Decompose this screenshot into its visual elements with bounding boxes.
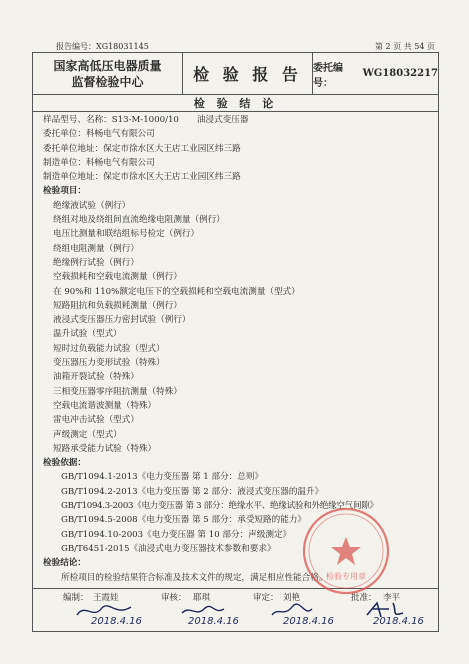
drafter-label: 编制： bbox=[63, 593, 89, 603]
items-list bbox=[43, 199, 433, 456]
basis-item: GB/T1094.1-2013《电力变压器 第 1 部分：总则》 bbox=[61, 472, 264, 483]
reviewer-label: 审核： bbox=[161, 593, 187, 603]
info-extra: 油浸式变压器 bbox=[196, 115, 249, 125]
list-item: 温升试验（型式） bbox=[53, 329, 122, 340]
list-item: 电压比测量和联结组标号检定（例行） bbox=[53, 229, 200, 240]
org-name-line1: 国家高低压电器质量 bbox=[53, 58, 162, 73]
info-label: 委托单位地址： bbox=[43, 143, 104, 154]
inspection-seal-stamp bbox=[300, 505, 392, 597]
list-item: 三相变压器零序阻抗测量（特殊） bbox=[53, 386, 182, 397]
list-item: 油箱开裂试验（特殊） bbox=[53, 372, 139, 383]
list-item: 短路承受能力试验（特殊） bbox=[53, 443, 157, 454]
list-item: 绝缘例行试验（例行） bbox=[53, 257, 139, 268]
conclusion-text: 所检项目的检验结果符合标准及技术文件的规定，满足相应性能合格。 bbox=[61, 572, 328, 583]
checker-name: 刘艳 bbox=[283, 593, 301, 603]
list-item: 短路阻抗和负载损耗测量（例行） bbox=[53, 300, 182, 311]
report-title: 检 验 报 告 bbox=[183, 53, 313, 94]
info-value: S13-M-1000/10 bbox=[111, 115, 179, 125]
drafter-date: 2018.4.16 bbox=[91, 616, 142, 627]
report-number bbox=[56, 41, 149, 52]
reviewer-name: 耶琪 bbox=[193, 593, 211, 603]
list-item: 雷电冲击试验（型式） bbox=[53, 415, 139, 426]
info-value: 科畅电气有限公司 bbox=[85, 129, 155, 140]
drafter-name: 王霞娃 bbox=[93, 593, 119, 603]
title-row bbox=[33, 53, 438, 95]
approver-date: 2018.4.16 bbox=[373, 616, 424, 627]
info-sample bbox=[43, 113, 433, 127]
conclusion-header: 检 验 结 论 bbox=[33, 94, 438, 112]
list-item: 绕组电阻测量（例行） bbox=[53, 243, 139, 254]
approver-name: 李平 bbox=[383, 593, 401, 603]
info-client bbox=[43, 127, 433, 141]
org-name-line2: 监督检验中心 bbox=[71, 74, 144, 89]
conclusion-title: 检验结论： bbox=[43, 558, 86, 569]
list-item: 变压器压力变形试验（特殊） bbox=[53, 358, 165, 369]
checker-label: 审定： bbox=[253, 593, 279, 603]
basis-item: GB/T1094.2-2013《电力变压器 第 2 部分：液浸式变压器的温升》 bbox=[61, 486, 324, 497]
basis-item: GB/T1094.5-2008《电力变压器 第 5 部分：承受短路的能力》 bbox=[61, 515, 307, 526]
info-manufacturer-address bbox=[43, 170, 433, 184]
basis-item: GB/T1094.10-2003《电力变压器 第 10 部分：声级测定》 bbox=[61, 529, 292, 540]
info-label: 样品型号、名称： bbox=[43, 115, 112, 125]
stamp-text: 检验专用章 bbox=[326, 572, 366, 581]
checker-date: 2018.4.16 bbox=[283, 616, 334, 627]
info-value: 科畅电气有限公司 bbox=[85, 157, 155, 168]
list-item: 绕组对地及绕组间直流绝缘电阻测量（例行） bbox=[53, 215, 225, 226]
commission-number bbox=[313, 53, 438, 94]
info-manufacturer bbox=[43, 156, 433, 170]
list-item: 液浸式变压器压力密封试验（例行） bbox=[53, 315, 191, 326]
items-title: 检验项目： bbox=[43, 186, 86, 197]
list-item: 绝缘液试验（例行） bbox=[53, 200, 131, 211]
basis-title: 检验依据： bbox=[43, 458, 86, 469]
info-client-address bbox=[43, 142, 433, 156]
info-label: 委托单位： bbox=[43, 129, 86, 140]
commission-label: 委托编号： bbox=[313, 62, 343, 89]
list-item: 空载电流谐波测量（特殊） bbox=[53, 400, 157, 411]
list-item: 空载损耗和空载电流测量（例行） bbox=[53, 272, 182, 283]
info-value: 保定市徐水区大王店工业园区纬三路 bbox=[103, 172, 241, 183]
list-item: 短时过负载能力试验（型式） bbox=[53, 343, 165, 354]
report-number-label: 报告编号： bbox=[56, 42, 96, 51]
commission-value: WG18032217 bbox=[362, 68, 438, 79]
report-number-value: XG18031145 bbox=[96, 42, 149, 51]
info-label: 制造单位： bbox=[43, 157, 86, 168]
basis-item: GB/T1094.3-2003《电力变压器 第 3 部分：绝缘水平、绝缘试验和外绝缘空气间隙》 bbox=[61, 501, 378, 512]
list-item: 在 90%和 110%额定电压下的空载损耗和空载电流测量（型式） bbox=[53, 286, 300, 297]
page-info: 第 2 页 共 54 页 bbox=[375, 42, 435, 51]
reviewer-date: 2018.4.16 bbox=[188, 616, 239, 627]
list-item: 声级测定（型式） bbox=[53, 429, 122, 440]
approver-label: 批准： bbox=[351, 593, 377, 603]
info-value: 保定市徐水区大王店工业园区纬三路 bbox=[103, 143, 241, 154]
org-name bbox=[33, 53, 183, 94]
basis-item: GB/T6451-2015《油浸式电力变压器技术参数和要求》 bbox=[61, 543, 276, 554]
info-label: 制造单位地址： bbox=[43, 172, 104, 183]
